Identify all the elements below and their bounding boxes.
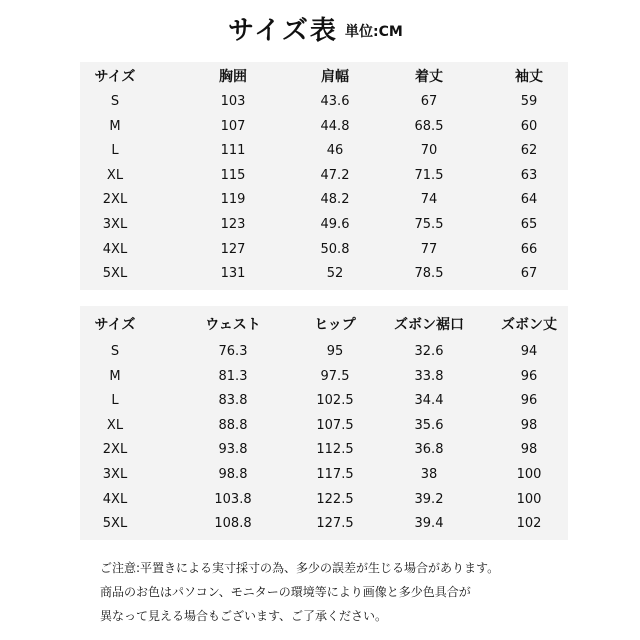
size-label-cell: 3XL xyxy=(102,217,128,232)
size-label-cell: 2XL xyxy=(102,192,128,208)
table-cell: 47.2 xyxy=(320,167,350,183)
table-cell: 112.5 xyxy=(316,442,354,458)
column-header: ウェスト xyxy=(205,317,261,333)
table-cell: 94 xyxy=(520,344,538,359)
table-cell: 62 xyxy=(520,143,538,159)
size-label-cell: 2XL xyxy=(102,442,128,458)
note-line: 商品のお色はパソコン、モニターの環境等により画像と多少色具合が xyxy=(100,585,471,599)
table-cell: 52 xyxy=(326,266,344,282)
size-label-cell: L xyxy=(111,143,119,159)
size-label-cell: XL xyxy=(106,417,124,433)
table-cell: 117.5 xyxy=(316,467,354,482)
table-cell: 127.5 xyxy=(316,516,354,532)
table-cell: 68.5 xyxy=(414,118,444,134)
size-label-cell: 5XL xyxy=(102,266,128,282)
table-cell: 76.3 xyxy=(218,344,248,359)
size-label-cell: 4XL xyxy=(102,491,128,507)
size-label-cell: S xyxy=(110,94,120,109)
table-cell: 34.4 xyxy=(414,393,444,409)
note-line: 異なって見える場合もございます、ご了承ください。 xyxy=(100,609,388,623)
table-cell: 78.5 xyxy=(414,266,444,282)
table-cell: 102.5 xyxy=(316,393,354,409)
column-header: 袖丈 xyxy=(515,69,543,85)
size-label-cell: L xyxy=(111,393,119,409)
table-cell: 100 xyxy=(516,491,542,507)
unit-label: 単位:CM xyxy=(345,24,403,40)
size-label-cell: M xyxy=(109,368,121,384)
table-cell: 77 xyxy=(420,241,438,257)
table-cell: 131 xyxy=(220,266,246,282)
table-cell: 63 xyxy=(520,167,538,183)
table-cell: 59 xyxy=(520,94,538,109)
table-cell: 93.8 xyxy=(218,442,248,458)
table-cell: 96 xyxy=(520,368,538,384)
table-cell: 81.3 xyxy=(218,368,248,384)
table-cell: 67 xyxy=(520,266,538,282)
table-cell: 75.5 xyxy=(414,217,444,232)
table-cell: 122.5 xyxy=(316,491,354,507)
note-line: ご注意:平置きによる実寸採寸の為、多少の誤差が生じる場合があります。 xyxy=(100,561,500,575)
table-cell: 67 xyxy=(420,94,438,109)
table-cell: 70 xyxy=(420,143,438,159)
table-cell: 119 xyxy=(220,192,246,208)
table-cell: 60 xyxy=(520,118,538,134)
table-cell: 66 xyxy=(520,241,538,257)
table-cell: 88.8 xyxy=(218,417,248,433)
table-cell: 115 xyxy=(220,167,246,183)
table-cell: 95 xyxy=(326,344,344,359)
table-cell: 44.8 xyxy=(320,118,350,134)
table-cell: 123 xyxy=(220,217,246,232)
size-table-top xyxy=(80,62,568,290)
table-cell: 48.2 xyxy=(320,192,350,208)
table-cell: 65 xyxy=(520,217,538,232)
table-cell: 38 xyxy=(420,467,438,482)
size-label-cell: XL xyxy=(106,167,124,183)
table-cell: 108.8 xyxy=(214,516,252,532)
column-header: 肩幅 xyxy=(321,69,349,85)
size-table-bottom xyxy=(80,306,568,540)
size-label-cell: S xyxy=(110,344,120,359)
table-cell: 71.5 xyxy=(414,167,444,183)
table-cell: 102 xyxy=(516,516,542,532)
table-cell: 107 xyxy=(220,118,246,134)
table-cell: 39.4 xyxy=(414,516,444,532)
table-cell: 98.8 xyxy=(218,467,248,482)
table-cell: 98 xyxy=(520,442,538,458)
table-cell: 39.2 xyxy=(414,491,444,507)
column-header: サイズ xyxy=(94,317,136,333)
table-cell: 98 xyxy=(520,417,538,433)
notes xyxy=(100,556,600,628)
column-header: サイズ xyxy=(94,69,136,85)
size-label-cell: 5XL xyxy=(102,516,128,532)
table-cell: 74 xyxy=(420,192,438,208)
table-cell: 64 xyxy=(520,192,538,208)
table-cell: 83.8 xyxy=(218,393,248,409)
table-cell: 32.6 xyxy=(414,344,444,359)
size-label-cell: M xyxy=(109,118,121,134)
column-header: ヒップ xyxy=(314,317,356,333)
table-cell: 127 xyxy=(220,241,246,257)
table-cell: 43.6 xyxy=(320,94,350,109)
table-cell: 96 xyxy=(520,393,538,409)
table-cell: 36.8 xyxy=(414,442,444,458)
table-cell: 49.6 xyxy=(320,217,350,232)
table-cell: 100 xyxy=(516,467,542,482)
table-cell: 46 xyxy=(326,143,344,159)
table-cell: 97.5 xyxy=(320,368,350,384)
table-cell: 103.8 xyxy=(214,491,252,507)
size-label-cell: 3XL xyxy=(102,467,128,482)
table-cell: 107.5 xyxy=(316,417,354,433)
table-cell: 103 xyxy=(220,94,246,109)
size-label-cell: 4XL xyxy=(102,241,128,257)
column-header: 着丈 xyxy=(415,69,443,85)
table-cell: 33.8 xyxy=(414,368,444,384)
table-cell: 111 xyxy=(220,143,246,159)
page-title: サイズ表 xyxy=(228,16,338,46)
column-header: ズボン裾口 xyxy=(394,317,464,333)
column-header: 胸囲 xyxy=(219,69,247,85)
table-cell: 50.8 xyxy=(320,241,350,257)
table-cell: 35.6 xyxy=(414,417,444,433)
column-header: ズボン丈 xyxy=(501,317,557,333)
title-row xyxy=(0,10,640,46)
